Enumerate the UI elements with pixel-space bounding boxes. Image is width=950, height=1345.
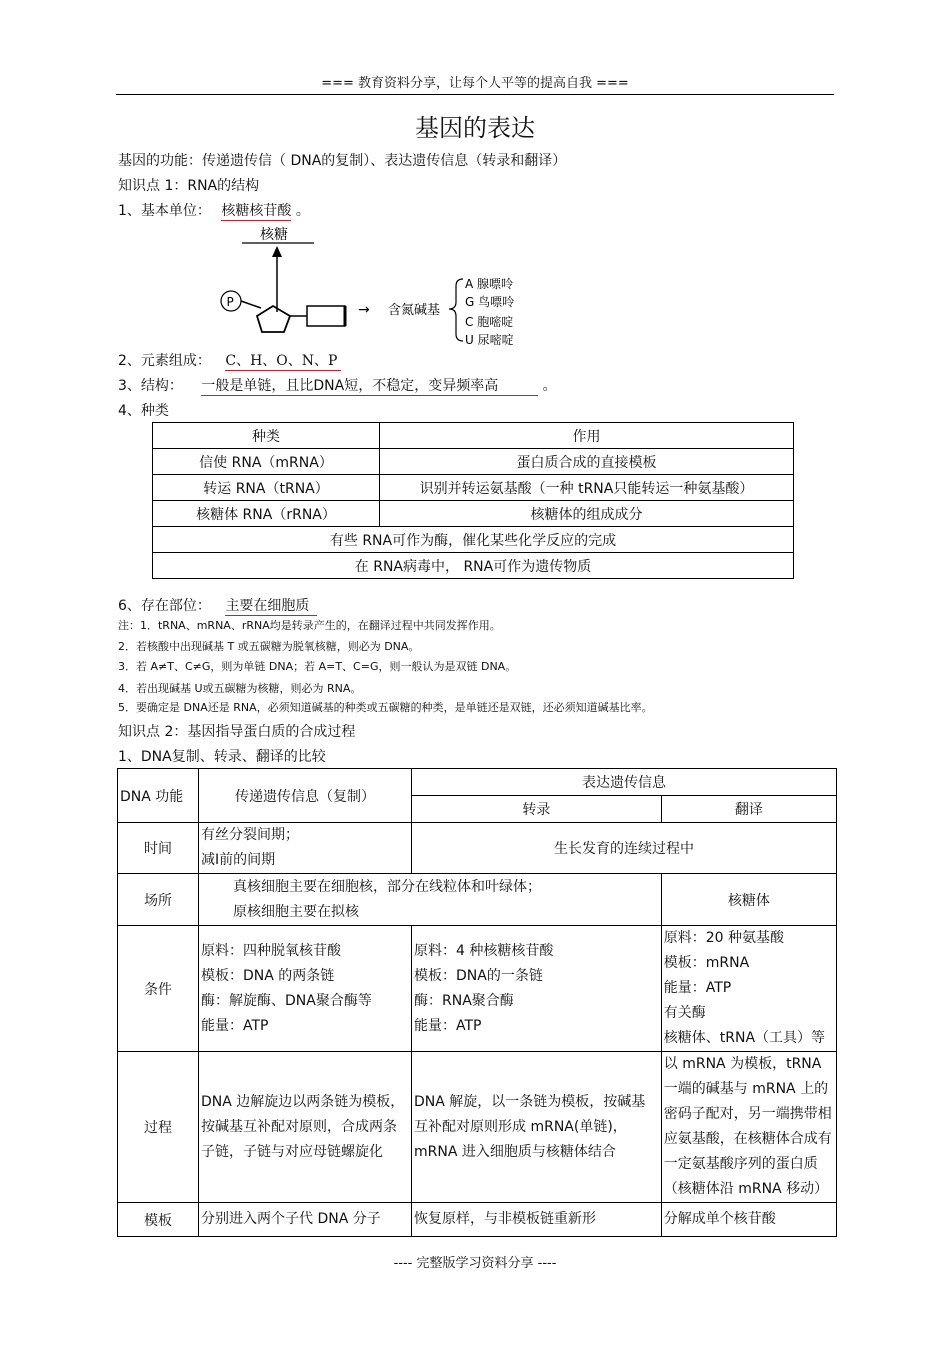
time-expression-cell: 生长发育的连续过程中 [412,823,837,874]
table-row [153,449,794,475]
base-brace [449,279,463,341]
cell-line: 原料：四种脱氧核苷酸 [201,942,341,959]
upward-arrow-head [272,246,282,257]
structure-line [118,375,557,395]
header-transcription-cell: 转录 [412,796,662,823]
location-label: 6、存在部位： [118,598,211,614]
place-nucleus-cell [199,874,662,926]
note-5: 5．要确定是 DNA还是 RNA，必须知道碱基的种类或五碳糖的种类，是单链还是双链，还必须知道碱基比率。 [118,701,653,714]
page-header: === 教育资料分享，让每个人平等的提高自我 === [321,76,629,91]
cell-line: 酶：解旋酶、DNA聚合酶等 [201,992,372,1009]
rna-type-cell: 信使 RNA（mRNA） [153,449,380,475]
cell-line: 有关酶 [663,1005,706,1021]
elements-line [118,350,341,370]
rna-type-cell: 核糖体 RNA（rRNA） [153,501,380,527]
basic-unit-line [118,200,310,220]
process-label-cell: 过程 [118,1052,199,1203]
time-replication-cell [199,823,412,874]
cell-line: 酶：RNA聚合酶 [414,992,514,1009]
base-adenine: A 腺嘌呤 [465,277,514,291]
header-translation-cell: 翻译 [661,796,836,823]
condition-label-cell: 条件 [118,926,199,1052]
phosphate-label: P [226,295,234,309]
nitrogenous-base-label: 含氮碱基 [388,303,441,318]
template-transcription-cell: 恢复原样，与非模板链重新形 [412,1203,662,1237]
cell-line: 有丝分裂间期； [201,827,299,843]
rna-note-cell: 有些 RNA可作为酶，催化某些化学反应的完成 [153,527,794,553]
table-row [118,769,837,796]
gene-function-line: 基因的功能：传递遗传信（ DNA的复制）、表达遗传信息（转录和翻译） [118,153,567,169]
header-cell: 作用 [380,423,794,449]
table-row [153,475,794,501]
comparison-heading: 1、DNA复制、转录、翻译的比较 [118,749,326,765]
cell-line: 模板：DNA的一条链 [414,967,543,984]
cell-line: 原料：20 种氨基酸 [663,930,785,946]
cell-line: 原核细胞主要在拟核 [233,903,359,920]
time-label-cell: 时间 [118,823,199,874]
cell-line: 能量：ATP [201,1017,269,1034]
rna-role-cell: 识别并转运氨基酸（一种 tRNA只能转运一种氨基酸） [380,475,794,501]
process-replication-cell: DNA 边解旋边以两条链为模板，按碱基互补配对原则，合成两条子链，子链与对应母链螺旋化 [199,1052,412,1203]
template-replication-cell: 分别进入两个子代 DNA 分子 [199,1203,412,1237]
base-uracil: U 尿嘧啶 [465,333,514,347]
condition-translation-cell [661,926,836,1052]
replication-transcription-translation-table [117,768,837,1237]
structure-answer: 一般是单链，且比DNA短，不稳定，变异频率高 [201,378,538,396]
table-row [118,926,837,1052]
cell-line: 原料：4 种核糖核苷酸 [414,942,554,959]
base-rectangle [307,306,345,326]
header-cell: 种类 [153,423,380,449]
table-row [118,1203,837,1237]
cell-line: 真核细胞主要在细胞核，部分在线粒体和叶绿体； [233,878,541,895]
condition-replication-cell [199,926,412,1052]
elements-answer: C、H、O、N、P [225,353,341,371]
location-answer: 主要在细胞质 [225,598,317,616]
pentose-ring [257,306,290,332]
table-row [153,501,794,527]
base-guanine: G 鸟嘌呤 [465,295,515,309]
basic-unit-suffix: 。 [295,203,310,219]
cell-line: 模板：DNA 的两条链 [201,967,335,984]
note-2: 2．若核酸中出现碱基 T 或五碳糖为脱氧核糖，则必为 DNA。 [118,640,420,653]
header-function-cell: DNA 功能 [118,769,199,823]
cell-line: 能量：ATP [414,1017,482,1034]
condition-transcription-cell [412,926,662,1052]
template-label-cell: 模板 [118,1203,199,1237]
elements-label: 2、元素组成： [118,353,211,369]
rna-role-cell: 核糖体的组成成分 [380,501,794,527]
phosphate-bond [241,301,261,308]
table-row [118,823,837,874]
page-title: 基因的表达 [415,114,535,142]
cell-line: 减Ⅰ前的间期 [201,852,276,868]
note-4: 4．若出现碱基 U或五碳糖为核糖，则必为 RNA。 [118,682,362,695]
rna-types-table [152,422,794,579]
rna-note-cell: 在 RNA病毒中， RNA可作为遗传物质 [153,553,794,579]
types-heading: 4、种类 [118,403,169,419]
header-rule [116,94,834,95]
basic-unit-label: 1、基本单位： [118,203,211,219]
table-row [153,553,794,579]
template-translation-cell: 分解成单个核苷酸 [661,1203,836,1237]
rna-role-cell: 蛋白质合成的直接模板 [380,449,794,475]
table-row [118,874,837,926]
header-replication-cell: 传递遗传信息（复制） [199,769,412,823]
table-row [153,423,794,449]
process-translation-cell: 以 mRNA 为模板，tRNA 一端的碱基与 mRNA 上的密码子配对，另一端携带相应氨基酸，在核糖体合成有一定氨基酸序列的蛋白质（核糖体沿 mRNA 移动） [661,1052,836,1203]
structure-label: 3、结构： [118,378,183,394]
note-3: 3．若 A≠T、C≠G，则为单链 DNA；若 A=T、C=G，则一般认为是双链 DNA。 [118,660,517,673]
table-row [118,1052,837,1203]
table-row [153,527,794,553]
location-line [118,595,317,615]
cell-line: 模板：mRNA [663,955,750,971]
ribonucleotide-diagram [210,222,540,350]
process-transcription-cell: DNA 解旋，以一条链为模板，按碱基互补配对原则形成 mRNA(单链)，mRNA 进入细胞质与核糖体结合 [412,1052,662,1203]
rna-type-cell: 转运 RNA（tRNA） [153,475,380,501]
header-expression-cell: 表达遗传信息 [412,769,837,796]
note-1: 注：1．tRNA、mRNA、rRNA均是转录产生的，在翻译过程中共同发挥作用。 [118,619,501,632]
knowledge-point-2: 知识点 2：基因指导蛋白质的合成过程 [118,724,356,740]
place-label-cell: 场所 [118,874,199,926]
basic-unit-answer: 核糖核苷酸 [221,203,292,219]
knowledge-point-1: 知识点 1：RNA的结构 [118,178,260,194]
base-cytosine: C 胞嘧啶 [465,315,514,329]
page-footer: ---- 完整版学习资料分享 ---- [393,1256,557,1271]
ribose-label: 核糖 [260,227,288,243]
place-ribosome-cell: 核糖体 [661,874,836,926]
cell-line: 核糖体、tRNA（工具）等 [663,1030,826,1046]
right-arrow: → [358,302,370,318]
structure-suffix: 。 [542,378,557,394]
cell-line: 能量：ATP [663,980,732,996]
